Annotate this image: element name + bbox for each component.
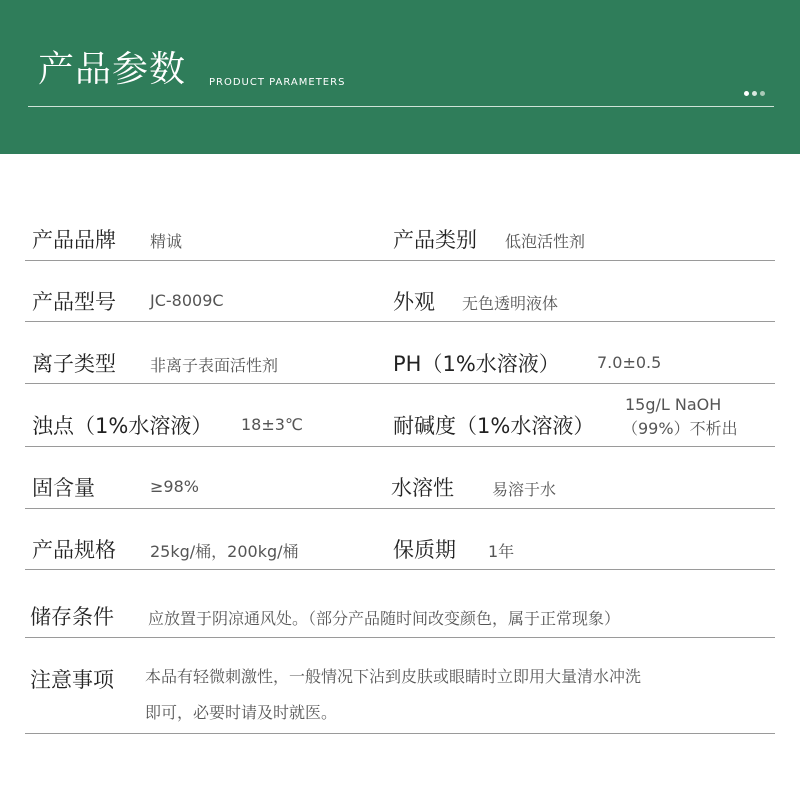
param-value: 易溶于水 [492,480,557,499]
param-value-line2: （99%）不析出 [622,419,738,438]
param-value-line1: 15g/L NaOH [625,395,722,414]
param-label: 产品品牌 [32,228,116,252]
param-value: 25kg/桶，200kg/桶 [150,542,299,561]
param-label: 保质期 [393,538,456,562]
param-row [25,509,775,570]
notice-value-line2: 即可，必要时请及时就医。 [145,703,338,722]
param-row [25,447,775,509]
storage-label: 储存条件 [30,605,114,629]
notice-value-line1: 本品有轻微刺激性，一般情况下沾到皮肤或眼睛时立即用大量清水冲洗 [145,667,642,686]
dot-icon [744,91,749,96]
param-label: PH（1%水溶液） [393,352,560,376]
param-value: ≥98% [150,477,199,496]
notice-label: 注意事项 [30,668,114,692]
param-value: 无色透明液体 [462,294,559,313]
row-divider [25,733,775,734]
param-value: 18±3℃ [241,415,303,434]
param-value: 1年 [488,542,515,561]
param-label: 外观 [393,290,435,314]
dot-icon [760,91,765,96]
param-value: 低泡活性剂 [505,232,586,251]
storage-row [25,570,775,638]
param-label: 固含量 [32,476,95,500]
param-value: 非离子表面活性剂 [150,356,279,375]
page-title: 产品参数 [38,49,187,90]
param-row [25,322,775,384]
page-subtitle: PRODUCT PARAMETERS [209,77,346,88]
param-label: 耐碱度（1%水溶液） [393,414,595,438]
param-value: 7.0±0.5 [597,353,662,372]
param-label: 水溶性 [391,476,454,500]
param-label: 产品类别 [393,228,477,252]
param-row [25,214,775,261]
param-row [25,261,775,322]
param-label: 产品型号 [32,290,116,314]
param-row [25,384,775,447]
notice-row [25,638,775,734]
header-banner [0,0,800,154]
header-divider [28,106,774,107]
param-value: 精诚 [150,232,183,251]
param-label: 离子类型 [32,352,116,376]
dot-icon [752,91,757,96]
param-label: 产品规格 [32,538,116,562]
param-label: 浊点（1%水溶液） [32,414,213,438]
param-value: JC-8009C [150,291,224,310]
storage-value: 应放置于阴凉通风处。（部分产品随时间改变颜色，属于正常现象） [148,609,621,628]
